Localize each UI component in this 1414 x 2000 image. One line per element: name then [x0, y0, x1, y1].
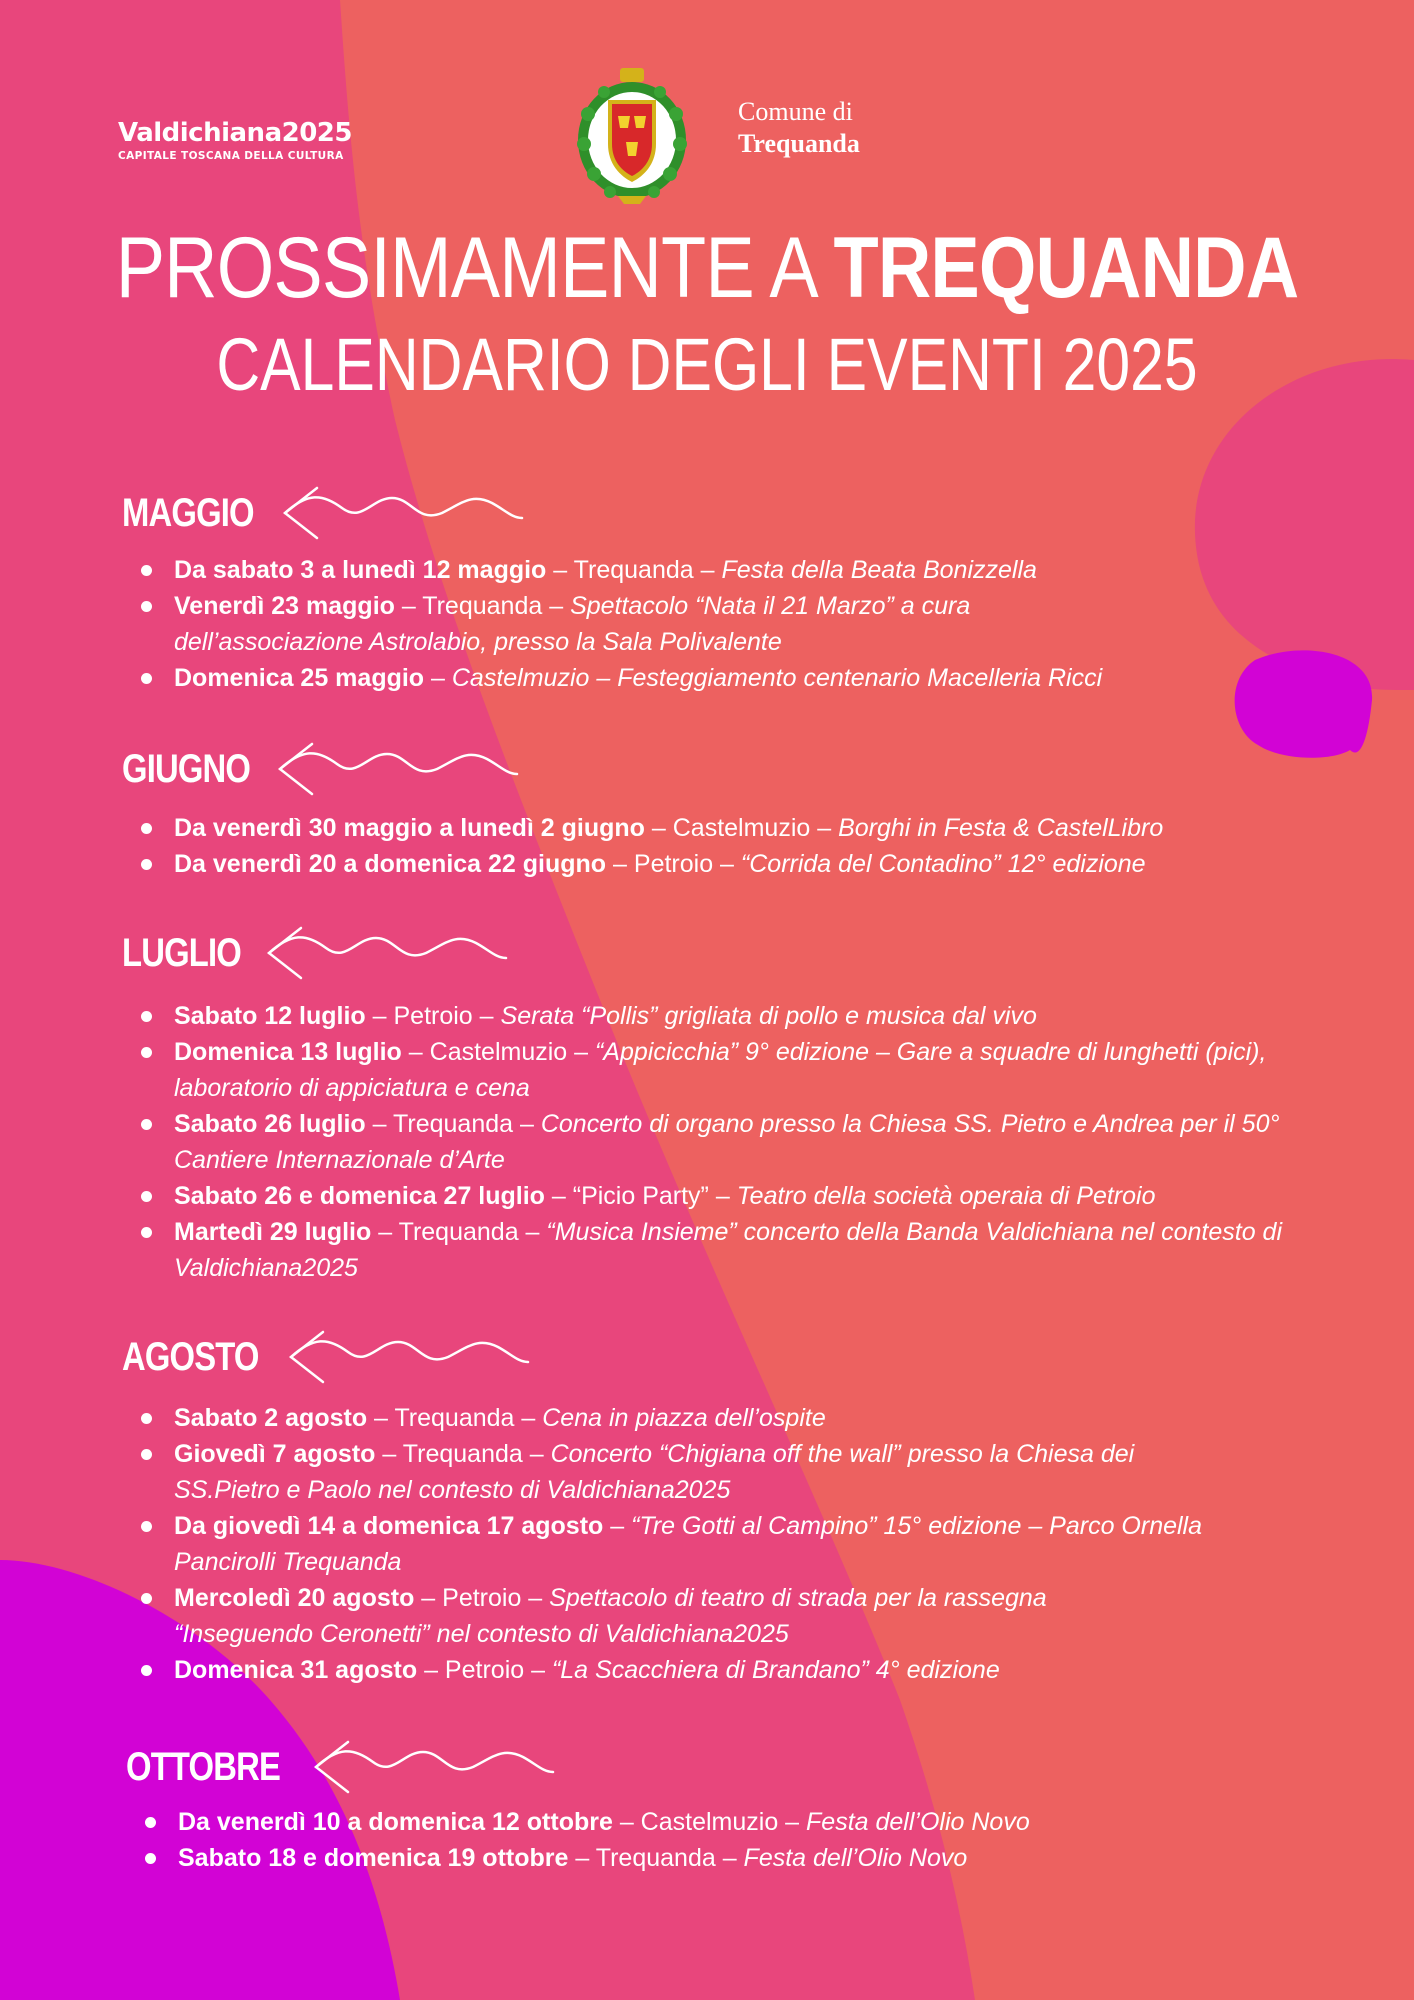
month-heading-agosto: [122, 1322, 533, 1392]
event-date: Da venerdì 20 a domenica 22 giugno: [174, 850, 607, 878]
list-item: [142, 1840, 1302, 1876]
event-place: – Castelmuzio –: [401, 1038, 595, 1066]
event-place: – Castelmuzio –: [612, 1808, 807, 1836]
event-place: – Trequanda –: [365, 1110, 541, 1138]
event-desc: Cena in piazza dell’ospite: [542, 1404, 826, 1432]
event-date: Giovedì 7 agosto: [174, 1440, 376, 1468]
list-item: [138, 552, 1298, 588]
event-desc: Festa della Beata Bonizzella: [721, 556, 1037, 584]
event-date: Da venerdì 10 a domenica 12 ottobre: [178, 1808, 613, 1836]
event-date: Venerdì 23 maggio: [174, 592, 395, 620]
comune-town: Trequanda: [738, 129, 860, 158]
event-list-maggio: [138, 552, 1298, 696]
month-heading-ottobre: [126, 1732, 558, 1802]
event-desc: Castelmuzio – Festeggiamento centenario Macelleria Ricci: [451, 664, 1103, 692]
event-date: Da venerdì 30 maggio a lunedì 2 giugno: [174, 814, 645, 842]
list-item: [142, 1804, 1302, 1840]
event-desc: “Musica Insieme” concerto della Banda Valdichiana nel contesto di Valdichiana2025: [174, 1218, 1283, 1282]
event-date: Da giovedì 14 a domenica 17 agosto: [174, 1512, 604, 1540]
event-desc: Spettacolo di teatro di strada per la rassegna “Inseguendo Ceronetti” nel contesto di Valdichiana2025: [174, 1584, 1047, 1648]
list-item: [138, 1652, 1298, 1688]
list-item: [138, 810, 1298, 846]
event-list-ottobre: [142, 1804, 1302, 1876]
event-desc: “Tre Gotti al Campino” 15° edizione – Parco Ornella Pancirolli Trequanda: [174, 1512, 1203, 1576]
event-date: Domenica 13 luglio: [174, 1038, 402, 1066]
event-place: – “Picio Party” –: [544, 1182, 737, 1210]
logo-subtitle: CAPITALE TOSCANA DELLA CULTURA: [118, 150, 344, 162]
event-desc: Spettacolo “Nata il 21 Marzo” a cura dell’associazione Astrolabio, presso la Sala Polivalente: [174, 592, 971, 656]
comune-prefix: Comune di: [738, 97, 853, 126]
title-town: TREQUANDA: [833, 220, 1299, 316]
event-desc: Festa dell’Olio Novo: [743, 1844, 968, 1872]
list-item: [138, 1400, 1298, 1436]
list-item: [138, 998, 1298, 1034]
event-list-luglio: [138, 998, 1298, 1286]
wavy-arrow-icon: [261, 918, 511, 988]
event-date: Mercoledì 20 agosto: [174, 1584, 415, 1612]
month-heading-giugno: [122, 734, 522, 804]
event-date: Domenica 25 maggio: [174, 664, 425, 692]
month-label: AGOSTO: [122, 1335, 259, 1379]
month-label: GIUGNO: [122, 747, 251, 791]
event-list-giugno: [138, 810, 1298, 882]
month-heading-luglio: [122, 918, 511, 988]
month-label: LUGLIO: [122, 931, 241, 975]
event-desc: Concerto “Chigiana off the wall” presso la Chiesa dei SS.Pietro e Paolo nel contesto di Valdichiana2025: [174, 1440, 1135, 1504]
event-place: – Petroio –: [365, 1002, 501, 1030]
event-desc: Serata “Pollis” grigliata di pollo e musica dal vivo: [500, 1002, 1037, 1030]
event-date: Domenica 31 agosto: [174, 1656, 418, 1684]
event-place: – Trequanda –: [371, 1218, 547, 1246]
event-place: –: [603, 1512, 632, 1540]
month-label: OTTOBRE: [126, 1745, 281, 1789]
event-place: –: [424, 664, 452, 692]
list-item: [138, 1034, 1298, 1106]
event-date: Sabato 2 agosto: [174, 1404, 368, 1432]
event-date: Sabato 26 e domenica 27 luglio: [174, 1182, 545, 1210]
event-list-agosto: [138, 1400, 1298, 1688]
event-desc: Teatro della società operaia di Petroio: [736, 1182, 1156, 1210]
list-item: [138, 660, 1298, 696]
wavy-arrow-icon: [272, 734, 522, 804]
event-desc: Borghi in Festa & CastelLibro: [838, 814, 1164, 842]
list-item: [138, 1214, 1298, 1286]
list-item: [138, 1508, 1298, 1580]
event-place: – Petroio –: [417, 1656, 552, 1684]
event-place: – Trequanda –: [568, 1844, 744, 1872]
event-date: Martedì 29 luglio: [174, 1218, 372, 1246]
event-desc: Festa dell’Olio Novo: [806, 1808, 1030, 1836]
title-prefix: PROSSIMAMENTE A: [115, 220, 834, 316]
comune-label: [738, 96, 860, 160]
wavy-arrow-icon: [283, 1322, 533, 1392]
event-desc: “Appicicchia” 9° edizione – Gare a squadre di lunghetti (pici), laboratorio di appiciatura e cena: [174, 1038, 1267, 1102]
list-item: [138, 1580, 1174, 1652]
event-date: Sabato 26 luglio: [174, 1110, 366, 1138]
list-item: [138, 1106, 1298, 1178]
wavy-arrow-icon: [308, 1732, 558, 1802]
event-place: – Petroio –: [606, 850, 741, 878]
list-item: [138, 1436, 1234, 1508]
event-desc: “La Scacchiera di Brandano” 4° edizione: [551, 1656, 1000, 1684]
event-place: – Trequanda –: [546, 556, 722, 584]
month-heading-maggio: [122, 478, 527, 548]
event-place: – Petroio –: [414, 1584, 550, 1612]
page-title: [99, 218, 1315, 318]
valdichiana-logo: [118, 120, 352, 162]
logo-name: Valdichiana2025: [118, 118, 352, 148]
event-date: Sabato 18 e domenica 19 ottobre: [178, 1844, 569, 1872]
page-subtitle: CALENDARIO DEGLI EVENTI 2025: [216, 323, 1198, 406]
event-desc: “Corrida del Contadino” 12° edizione: [740, 850, 1146, 878]
event-place: – Castelmuzio –: [644, 814, 839, 842]
list-item: [138, 1178, 1298, 1214]
event-desc: Concerto di organo presso la Chiesa SS. Pietro e Andrea per il 50° Cantiere Internazionale d’Arte: [174, 1110, 1280, 1174]
month-label: MAGGIO: [122, 491, 254, 535]
list-item: [138, 846, 1298, 882]
event-date: Sabato 12 luglio: [174, 1002, 366, 1030]
list-item: [138, 588, 1054, 660]
event-place: – Trequanda –: [394, 592, 571, 620]
event-date: Da sabato 3 a lunedì 12 maggio: [174, 556, 547, 584]
event-place: – Trequanda –: [375, 1440, 551, 1468]
wavy-arrow-icon: [277, 478, 527, 548]
trequanda-crest-icon: [574, 64, 690, 208]
event-place: – Trequanda –: [367, 1404, 543, 1432]
